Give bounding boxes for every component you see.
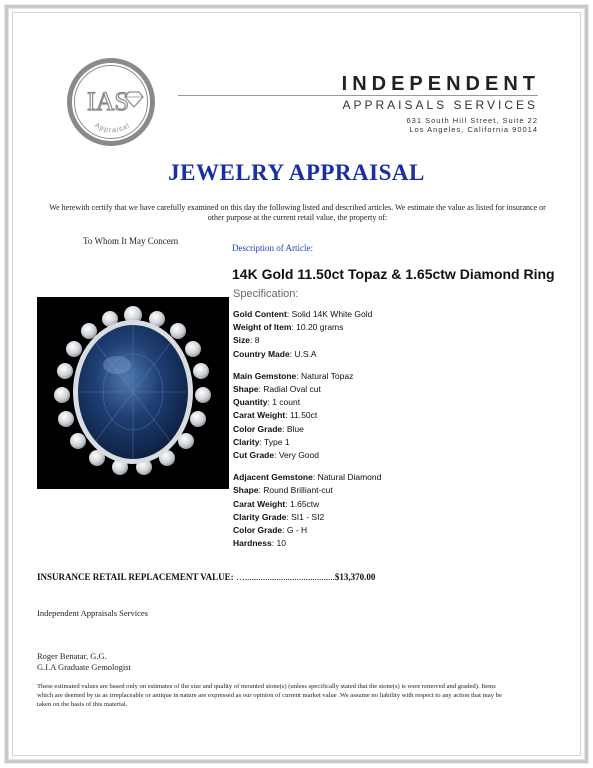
logo-arc-text: Appraisal [93,122,132,135]
spec-value: 11.50ct [290,410,318,421]
recipient: To Whom It May Concern [83,236,179,246]
ias-logo [65,56,157,148]
spec-label: Shape [233,384,259,395]
ring-photo [37,297,229,489]
spec-label: Color Grade [233,525,283,536]
spec-value: 1 count [272,397,301,408]
spec-row: Adjacent Gemstone: Natural Diamond [233,472,382,483]
brand-divider [178,95,538,96]
brand-block [320,73,540,96]
spec-row: Main Gemstone: Natural Topaz [233,370,354,381]
spec-label: Main Gemstone [233,370,297,381]
spec-value: Very Good [278,450,319,461]
spec-row: Gold Content: Solid 14K White Gold [233,309,373,319]
spec-row: Hardness: 10 [233,538,286,549]
spec-label: Clarity [233,436,260,447]
specifications-list [233,308,381,550]
certify-text: We herewith certify that we have carefully examined on this day the following listed and described articles. We estimate the value as listed for insurance or other purpose at the current retail value, the property of: [49,203,546,222]
spec-value: 10.20 grams [296,322,344,333]
spec-value: 8 [254,335,260,346]
spec-row: Quantity: 1 count [233,397,301,408]
brand-address [330,116,538,134]
spec-value: Round Brilliant-cut [263,485,333,496]
address-line-1: 631 South Hill Street, Suite 22 [406,116,538,125]
address-line-2: Los Angeles, California 90014 [409,125,538,134]
spec-row: Color Grade: Blue [233,423,304,434]
spec-row: Carat Weight: 11.50ct [233,410,318,421]
spec-value: Type 1 [264,436,290,447]
spec-value: Natural Diamond [317,472,382,483]
spec-value: 10 [276,538,286,549]
insurance-label: INSURANCE RETAIL REPLACEMENT VALUE: [37,572,234,582]
spec-label: Clarity Grade [233,511,287,522]
spec-label: Adjacent Gemstone [233,472,313,483]
spec-row: Cut Grade: Very Good [233,450,319,461]
spec-label: Size [233,335,251,346]
brand-subtitle: APPRAISALS SERVICES [342,98,538,112]
spec-label: Weight of Item [233,322,292,333]
logo-monogram: IAS [87,87,129,116]
spec-label: Color Grade [233,423,283,434]
spec-label: Shape [233,485,259,496]
spec-value: U.S.A [294,348,317,359]
spec-row: Weight of Item: 10.20 grams [233,322,344,333]
spec-label: Carat Weight [233,410,286,421]
brand-name: INDEPENDENT [341,73,540,95]
spec-value: Blue [286,423,304,434]
spec-value: Natural Topaz [301,370,354,381]
appraiser-block [37,651,131,673]
spec-label: Carat Weight [233,498,286,509]
company-signoff: Independent Appraisals Services [37,608,148,618]
spec-group-gap [233,361,381,370]
insurance-dots: …........................................ [235,572,335,582]
specification-label: Specification: [233,288,299,300]
spec-value: Solid 14K White Gold [291,309,373,319]
insurance-value-line [37,572,375,582]
spec-row: Carat Weight: 1.65ctw [233,498,320,509]
description-label: Description of Article: [232,243,313,253]
spec-row: Country Made: U.S.A [233,348,317,359]
spec-value: G - H [286,525,308,536]
document-title: JEWELRY APPRAISAL [168,160,425,185]
spec-row: Color Grade: G - H [233,525,308,536]
item-title: 14K Gold 11.50ct Topaz & 1.65ctw Diamond Ring [232,266,555,282]
spec-group-gap [233,462,381,471]
spec-label: Quantity [233,397,268,408]
spec-value: 1.65ctw [290,498,320,509]
insurance-value: $13,370.00 [334,572,376,582]
spec-label: Hardness [233,538,272,549]
spec-row: Size: 8 [233,335,260,346]
appraiser-name: Roger Benatar, G.G. [37,651,107,661]
disclaimer: These estimated values are based only on estimates of the size and quality of mounted stone(s) (unless specifically stated that the stone(s) is were removed and graded). Items which are deemed by us as irreplaceable or antique in nature are expressed as our opinion of current market value .We assume no liability with respect to any action that may be taken on the basis of this material. [37,683,502,708]
spec-row: Clarity Grade: SI1 - SI2 [233,511,325,522]
appraiser-title: G.I.A Graduate Gemologist [37,662,131,672]
spec-value: SI1 - SI2 [291,511,325,522]
spec-label: Gold Content [233,309,287,319]
spec-row: Clarity: Type 1 [233,436,290,447]
spec-row: Shape: Round Brilliant-cut [233,485,333,496]
spec-value: Radial Oval cut [263,384,321,395]
spec-label: Cut Grade [233,450,275,461]
spec-label: Country Made [233,348,290,359]
spec-row: Shape: Radial Oval cut [233,384,321,395]
